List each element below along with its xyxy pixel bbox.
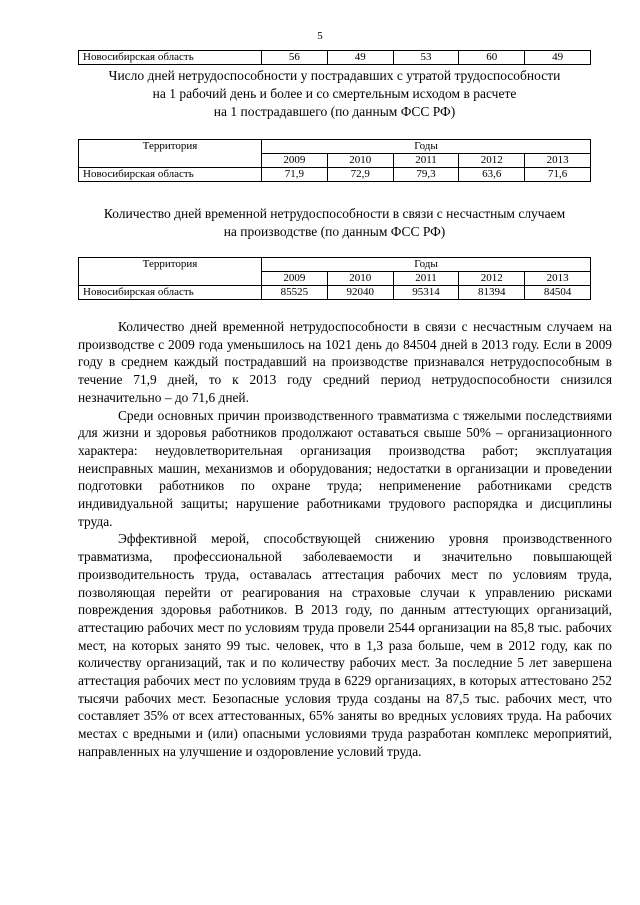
value-cell: 84504	[525, 286, 591, 300]
paragraph: Количество дней временной нетрудоспособности в связи с несчастным случаем на производстве с 2009 года уменьшилось на 1021 день до 84504 дней в 2013 году. Если в 2009 году в среднем каждый пострадавший на производстве признавался нетрудоспособным в течение 71,9 дней, то к 2013 году средний период нетрудоспособности снизился незначительно – до 71,6 дней.	[78, 319, 612, 405]
year-cell: 2012	[459, 272, 525, 286]
table-temporary-disability-days	[78, 257, 591, 300]
value-cell: 60	[459, 51, 525, 65]
header-territory: Территория	[79, 140, 262, 168]
table-header-row	[79, 140, 591, 154]
header-territory: Территория	[79, 258, 262, 286]
year-cell: 2011	[393, 272, 459, 286]
caption-line: Число дней нетрудоспособности у пострадавших с утратой трудоспособности	[108, 68, 561, 83]
value-cell: 85525	[262, 286, 328, 300]
caption-line: на 1 пострадавшего (по данным ФСС РФ)	[213, 104, 456, 119]
caption-line: на 1 рабочий день и более и со смертельным исходом в расчете	[152, 86, 517, 101]
value-cell: 95314	[393, 286, 459, 300]
year-cell: 2013	[525, 272, 591, 286]
value-cell: 56	[262, 51, 328, 65]
territory-cell: Новосибирская область	[79, 51, 262, 65]
table-header-row	[79, 258, 591, 272]
header-years: Годы	[262, 140, 591, 154]
year-cell: 2010	[327, 272, 393, 286]
caption-line: на производстве (по данным ФСС РФ)	[223, 224, 446, 239]
year-cell: 2010	[327, 154, 393, 168]
territory-cell: Новосибирская область	[79, 286, 262, 300]
value-cell: 71,6	[525, 168, 591, 182]
year-cell: 2009	[262, 154, 328, 168]
year-cell: 2013	[525, 154, 591, 168]
year-cell: 2009	[262, 272, 328, 286]
territory-cell: Новосибирская область	[79, 168, 262, 182]
table-row	[79, 168, 591, 182]
year-cell: 2012	[459, 154, 525, 168]
page-number: 5	[317, 30, 323, 42]
table-injuries-continued	[78, 50, 591, 65]
value-cell: 53	[393, 51, 459, 65]
value-cell: 49	[525, 51, 591, 65]
table-caption-temporary-disability	[78, 205, 591, 241]
table-row	[79, 51, 591, 65]
value-cell: 63,6	[459, 168, 525, 182]
value-cell: 79,3	[393, 168, 459, 182]
table-caption-days-per-injured	[78, 67, 591, 121]
paragraph: Эффективной мерой, способствующей снижению уровня производственного травматизма, профессиональной заболеваемости и значительно повышающей производительность труда, оставалась аттестация рабочих мест по условиям труда, позволяющая перейти от реагирования на страховые случаи к управлению рисками повреждения здоровья работников. В 2013 году, по данным аттестующих организаций, аттестацию рабочих мест по условиям труда провели 2544 организации на 85,8 тыс. рабочих мест, на которых занято 99 тыс. человек, что в 1,3 раза больше, чем в 2012 году, как по количеству организаций, так и по количеству рабочих мест. За последние 5 лет завершена аттестация рабочих мест по условиям труда в 6229 организациях, в которых аттестовано 252 тысячи рабочих мест. Безопасные условия труда созданы на 87,5 тыс. рабочих мест, что составляет 35% от всех аттестованных, 65% заняты во вредных условиях труда. На рабочих местах с вредными и (или) опасными условиями труда разработан комплекс мероприятий, направленных на улучшение и оздоровление условий труда.	[78, 531, 612, 759]
value-cell: 72,9	[327, 168, 393, 182]
caption-line: Количество дней временной нетрудоспособности в связи с несчастным случаем	[103, 206, 566, 221]
table-days-per-injured	[78, 139, 591, 182]
paragraph: Среди основных причин производственного травматизма с тяжелыми последствиями для жизни и здоровья работников продолжают оставаться свыше 50% – организационного характера: неудовлетворительная организация производства работ; эксплуатация неисправных машин, механизмов и оборудования; недостатки в организации и проведении подготовки работников по охране труда; неприменение работниками средств индивидуальной защиты; нарушение работниками трудового распорядка и дисциплины труда.	[78, 407, 612, 529]
year-cell: 2011	[393, 154, 459, 168]
table-row	[79, 286, 591, 300]
header-years: Годы	[262, 258, 591, 272]
value-cell: 49	[327, 51, 393, 65]
body-text	[78, 318, 612, 761]
value-cell: 92040	[327, 286, 393, 300]
value-cell: 81394	[459, 286, 525, 300]
value-cell: 71,9	[262, 168, 328, 182]
